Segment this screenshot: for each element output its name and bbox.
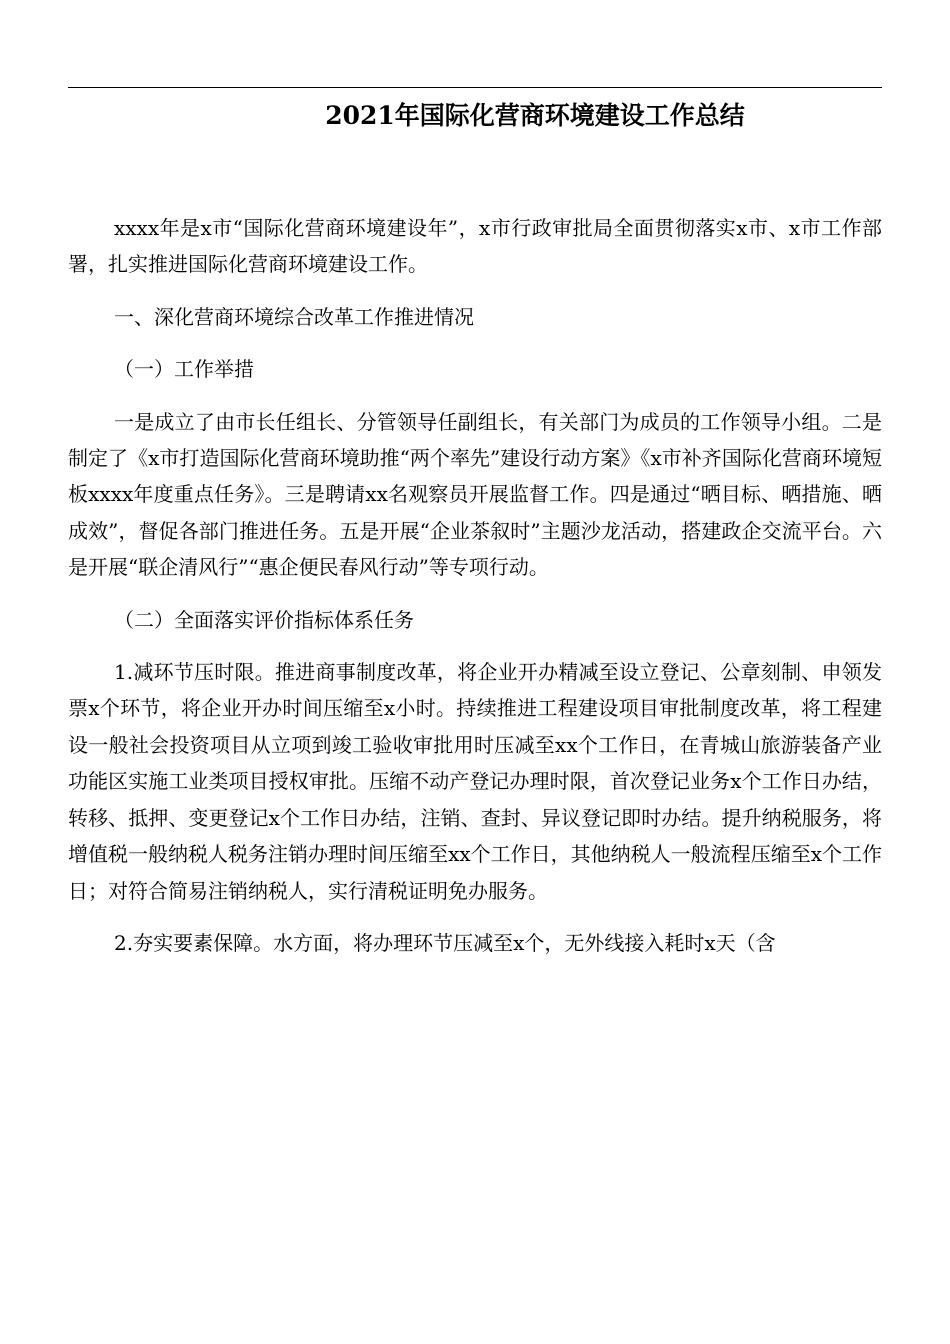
paragraph-intro: xxxx年是x市“国际化营商环境建设年”，x市行政审批局全面贯彻落实x市、x市工作部署，扎实推进国际化营商环境建设工作。 <box>68 216 882 277</box>
paragraph-item-1: 1.减环节压时限。推进商事制度改革，将企业开办精减至设立登记、公章刻制、申领发票x个环节，将企业开办时间压缩至x小时。持续推进工程建设项目审批制度改革，将工程建设一般社会投资项目从立项到竣工验收审批用时压减至xx个工作日，在青城山旅游装备产业功能区实施工业类项目授权审批。压缩不动产登记办理时限，首次登记业务x个工作日办结，转移、抵押、变更登记x个工作日办结，注销、查封、异议登记即时办结。提升纳税服务，将增值税一般纳税人税务注销办理时间压缩至xx个工作日，其他纳税人一般流程压缩至x个工作日；对符合简易注销纳税人，实行清税证明免办服务。 <box>68 660 882 903</box>
paragraph-item-2: 2.夯实要素保障。水方面，将办理环节压减至x个，无外线接入耗时x天（含 <box>114 930 776 955</box>
section-heading-1: 一、深化营商环境综合改革工作推进情况 <box>114 304 474 329</box>
document-body <box>68 210 882 961</box>
subsection-heading-1: （一）工作举措 <box>114 357 254 382</box>
header-rule <box>68 87 882 88</box>
paragraph-measures: 一是成立了由市长任组长、分管领导任副组长，有关部门为成员的工作领导小组。二是制定了《x市打造国际化营商环境助推“两个率先”建设行动方案》《x市补齐国际化营商环境短板xxxx年度重点任务》。三是聘请xx名观察员开展监督工作。四是通过“晒目标、晒措施、晒成效”，督促各部门推进任务。五是开展“企业茶叙时”主题沙龙活动，搭建政企交流平台。六是开展“联企清风行”“惠企便民春风行动”等专项行动。 <box>68 409 882 580</box>
subsection-heading-2: （二）全面落实评价指标体系任务 <box>114 607 414 632</box>
document-title: 2021年国际化营商环境建设工作总结 <box>325 101 745 130</box>
